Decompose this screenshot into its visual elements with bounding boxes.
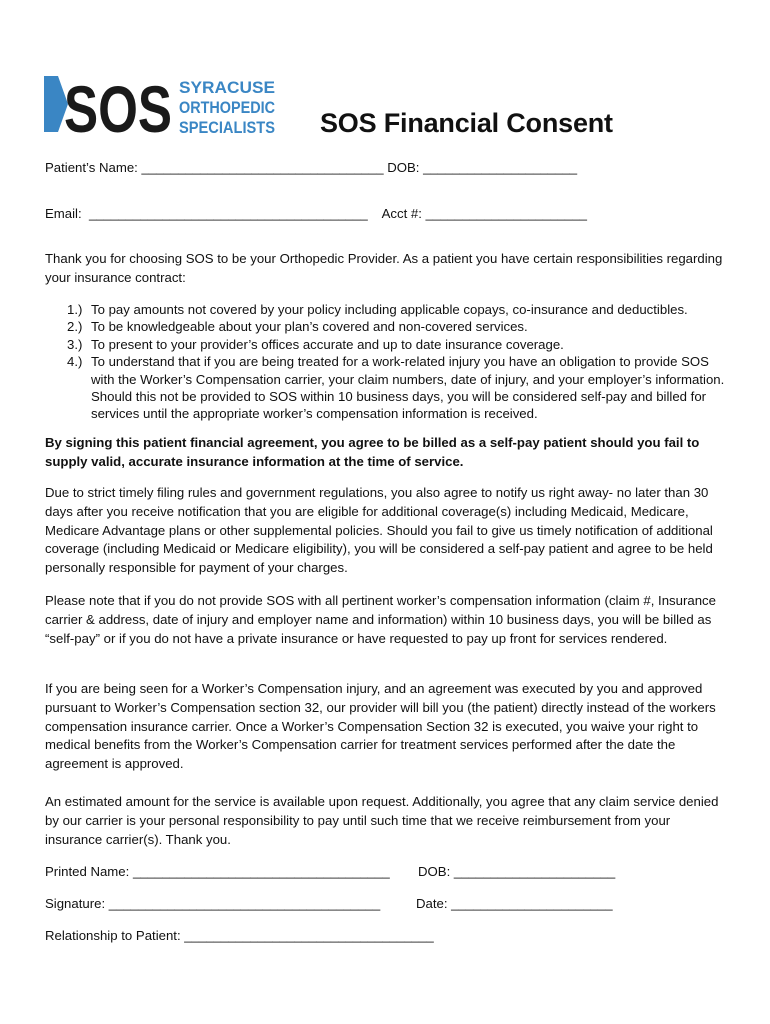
list-item: [45, 301, 735, 318]
list-text: To understand that if you are being treated for a work-related injury you have an obligation to provide SOS with the Worker’s Compensation carrier, your claim numbers, date of injury, and your employer’s information. Should this not be provided to SOS within 10 business days, you will be considered self-pay and billed for services until the appropriate worker’s compensation information is received.: [91, 354, 725, 422]
logo-line-1: SYRACUSE: [179, 78, 275, 97]
email-acct-field[interactable]: Email: ______________________________________ Acct #: ______________________: [45, 206, 587, 221]
list-number: 3.): [67, 336, 83, 352]
patient-name-dob-field[interactable]: Patient’s Name: _________________________________ DOB: _____________________: [45, 160, 578, 175]
list-text: To present to your provider’s offices accurate and up to date insurance coverage.: [91, 336, 564, 352]
logo-line-2: ORTHOPEDIC: [179, 98, 275, 117]
list-text: To be knowledgeable about your plan’s covered and non-covered services.: [91, 319, 528, 335]
list-number: 1.): [67, 302, 83, 317]
dob-field[interactable]: DOB: ______________________: [418, 864, 616, 879]
signature-field[interactable]: Signature: _____________________________________: [45, 896, 381, 911]
section32-paragraph: If you are being seen for a Worker’s Compensation injury, and an agreement was executed by you and approved pursuant to Worker’s Compensation section 32, our provider will bill you (the patient) directly instead of the workers compensation insurance carrier. Once a Worker’s Compensation Section 32 is executed, you waive your right to medical benefits from the Worker’s Compensation carrier for treatment services performed after the date the agreement is approved.: [45, 681, 716, 772]
page-title: SOS Financial Consent: [320, 108, 613, 138]
list-item: [45, 336, 735, 353]
self-pay-statement: By signing this patient financial agreement, you agree to be billed as a self-pay patient should you fail to supply valid, accurate insurance information at the time of service.: [45, 435, 700, 469]
date-field[interactable]: Date: ______________________: [416, 896, 613, 911]
responsibilities-list: [45, 301, 735, 423]
list-text: To pay amounts not covered by your policy including applicable copays, co-insurance and deductibles.: [91, 302, 688, 317]
logo-line-3: SPECIALISTS: [179, 118, 275, 137]
intro-text: Thank you for choosing SOS to be your Orthopedic Provider. As a patient you have certain responsibilities regarding your insurance contract:: [45, 251, 723, 285]
workers-comp-paragraph: Please note that if you do not provide SOS with all pertinent worker’s compensation information (claim #, Insurance carrier & address, date of injury and employer name and information) within 10 business days, you will be billed as “self-pay” or if you do not have a private insurance or have requested to pay up front for services rendered.: [45, 593, 716, 646]
list-item: [45, 318, 735, 335]
printed-name-field[interactable]: Printed Name: ___________________________________: [45, 864, 390, 879]
estimate-paragraph: An estimated amount for the service is available upon request. Additionally, you agree that any claim service denied by our carrier is your personal responsibility to pay until such time that we receive reimbursement from your insurance carrier(s). Thank you.: [45, 794, 719, 847]
logo-mark: SOS: [64, 72, 172, 146]
sos-logo: [44, 72, 280, 146]
list-number: 4.): [67, 354, 83, 370]
relationship-field[interactable]: Relationship to Patient: __________________________________: [45, 928, 434, 943]
filing-paragraph: Due to strict timely filing rules and government regulations, you also agree to notify us right away- no later than 30 days after you receive notification that you are eligible for additional coverage(s) including Medicaid, Medicare, Medicare Advantage plans or other supplemental policies. Should you fail to give us timely notification of additional coverage (including Medicaid or Medicare eligibility), you will be considered a self-pay patient and agree to be held personally responsible for payment of your charges.: [45, 485, 713, 576]
list-number: 2.): [67, 319, 83, 335]
list-item: [45, 353, 735, 423]
